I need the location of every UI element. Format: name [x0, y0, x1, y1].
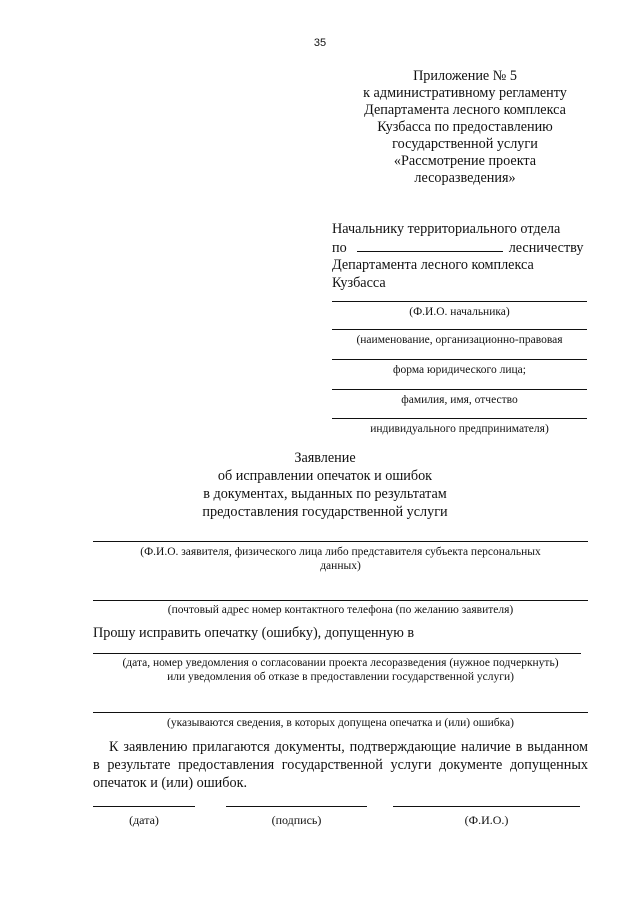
title-line: предоставления государственной услуги	[202, 504, 448, 520]
title-line: Заявление	[294, 450, 356, 466]
addressee-prefix: по	[332, 239, 347, 256]
document-caption-line: или уведомления об отказе в предоставлении государственной услуги)	[167, 671, 514, 683]
appendix-line: Департамента лесного комплекса	[364, 102, 566, 118]
address-field[interactable]	[93, 600, 588, 601]
details-caption: (указываются сведения, в которых допущена опечатка и (или) ошибка)	[167, 717, 514, 729]
page-number: 35	[313, 37, 327, 49]
address-caption: (почтовый адрес номер контактного телефона (по желанию заявителя)	[167, 604, 514, 616]
addressee-line: Кузбасса	[332, 274, 386, 291]
full-name-label: (Ф.И.О.)	[464, 813, 509, 827]
ip-caption: фамилия, имя, отчество	[401, 394, 518, 406]
title-line: об исправлении опечаток и ошибок	[217, 468, 433, 484]
appendix-line: Приложение № 5	[413, 68, 517, 84]
head-name-field[interactable]	[332, 301, 587, 302]
document-caption	[93, 656, 588, 684]
addressee-block	[332, 221, 594, 292]
appendix-line: к административному регламенту	[363, 85, 567, 101]
signature-label: (подпись)	[271, 813, 322, 827]
appendix-line: лесоразведения»	[414, 170, 516, 186]
document-title	[160, 449, 490, 521]
document-field[interactable]	[93, 653, 581, 654]
appendix-line: «Рассмотрение проекта	[393, 153, 537, 169]
head-name-caption: (Ф.И.О. начальника)	[409, 306, 510, 318]
date-field[interactable]	[93, 806, 195, 807]
applicant-caption-line: данных)	[320, 560, 361, 572]
org-name-field[interactable]	[332, 329, 587, 330]
attachment-paragraph: К заявлению прилагаются документы, подтверждающие наличие в выданном в результате предоставления государственной услуги документе допущенных опечаток и (или) ошибок.	[93, 739, 588, 791]
applicant-caption-line: (Ф.И.О. заявителя, физического лица либо представителя субъекта персональных	[140, 546, 541, 558]
ip-name-field[interactable]	[332, 389, 587, 390]
date-label: (дата)	[129, 813, 159, 827]
org-form-field[interactable]	[332, 359, 587, 360]
full-name-field[interactable]	[393, 806, 580, 807]
org-form-caption: форма юридического лица;	[393, 364, 526, 376]
document-caption-line: (дата, номер уведомления о согласовании проекта лесоразведения (нужное подчеркнуть)	[122, 657, 559, 669]
org-caption: (наименование, организационно-правовая	[356, 334, 563, 346]
appendix-header	[330, 68, 600, 187]
addressee-line: Департамента лесного комплекса	[332, 257, 534, 273]
error-details-field[interactable]	[93, 712, 588, 713]
appendix-line: государственной услуги	[392, 136, 538, 152]
addressee-suffix: лесничеству	[508, 239, 584, 256]
appendix-line: Кузбасса по предоставлению	[377, 119, 553, 135]
applicant-caption	[93, 545, 588, 573]
title-line: в документах, выданных по результатам	[203, 486, 447, 502]
ip-caption-2: индивидуального предпринимателя)	[370, 423, 549, 435]
addressee-line-forestry	[332, 239, 594, 258]
request-text: Прошу исправить опечатку (ошибку), допущенную в	[93, 625, 415, 641]
addressee-line: Начальнику территориального отдела	[332, 221, 561, 237]
applicant-name-field[interactable]	[93, 541, 588, 542]
signature-field[interactable]	[226, 806, 367, 807]
forestry-name-field[interactable]	[357, 239, 503, 252]
ip-field[interactable]	[332, 418, 587, 419]
